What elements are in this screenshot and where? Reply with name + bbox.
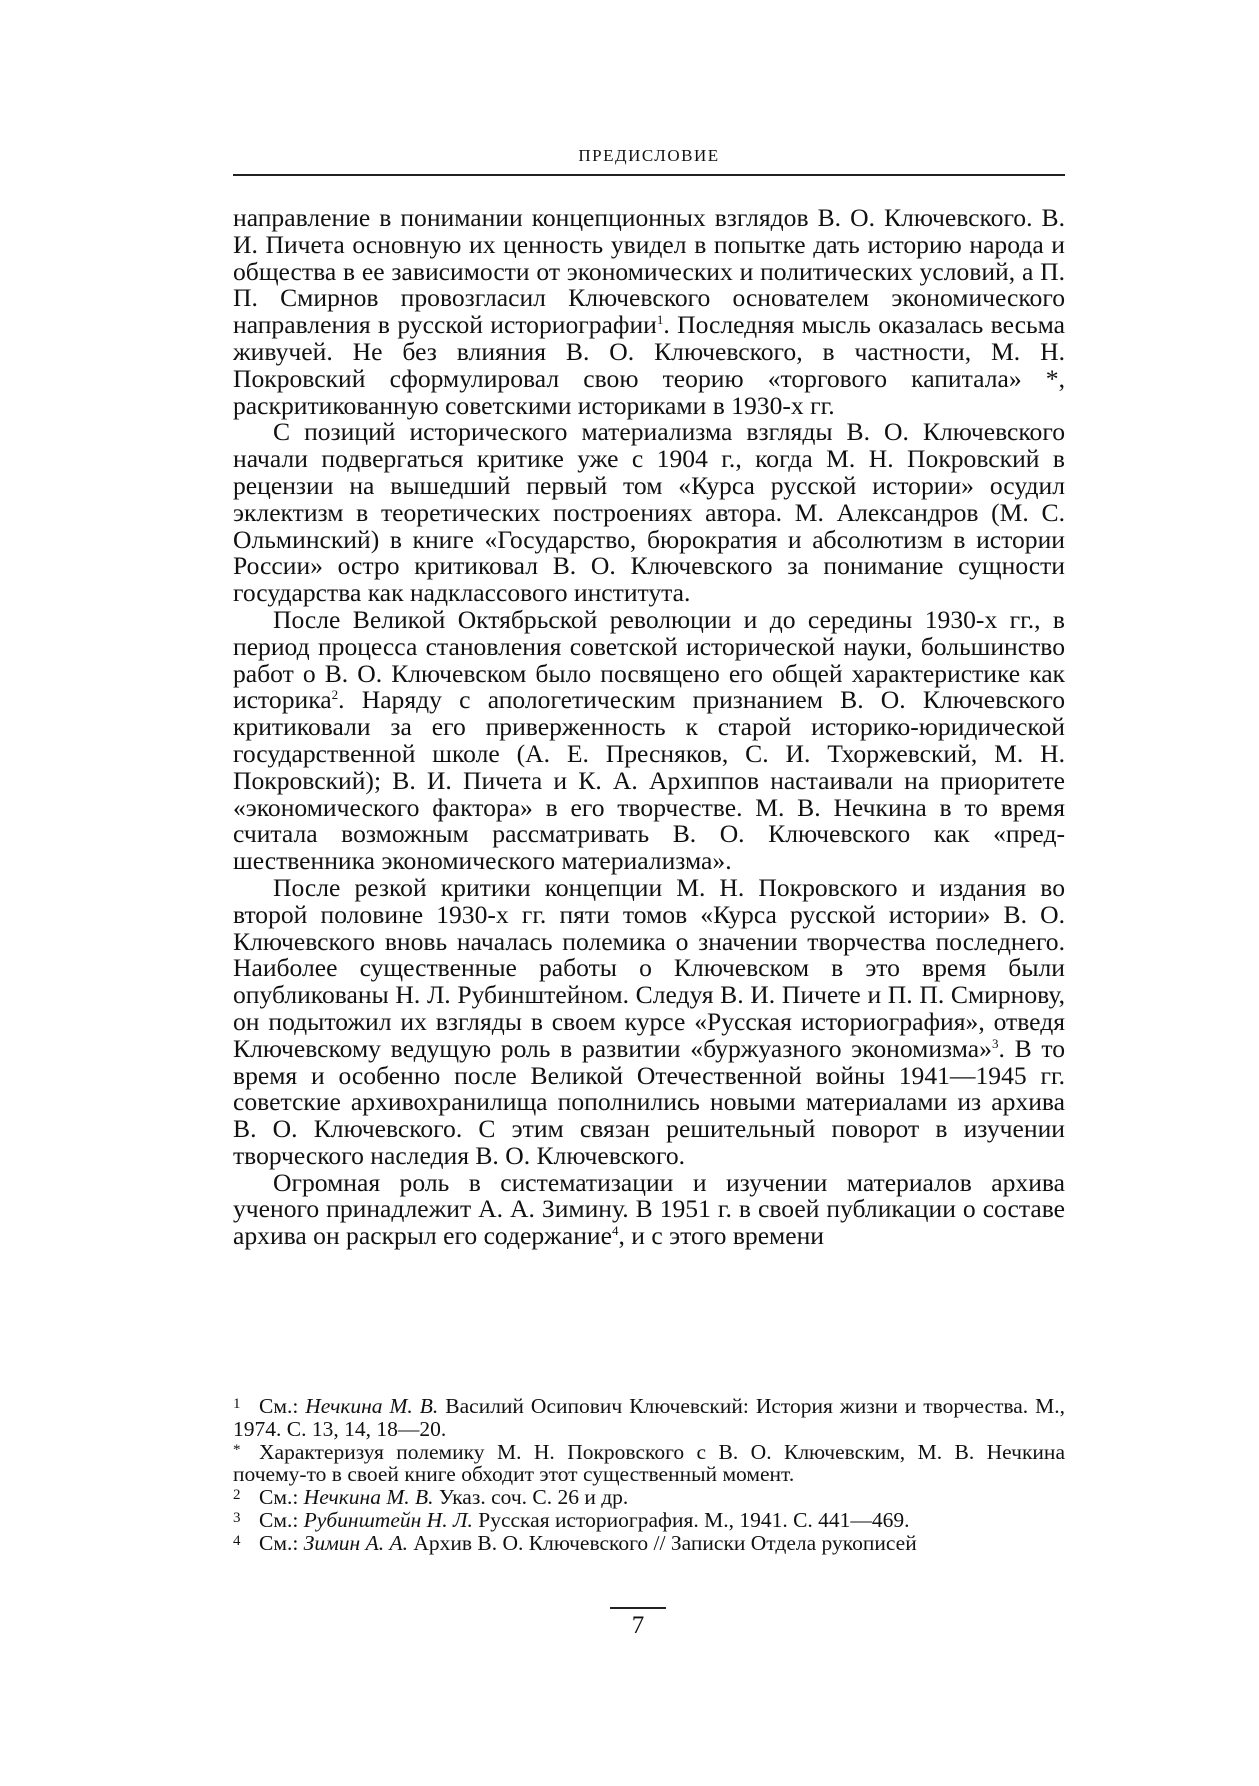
footnote-author: Нечкина М. В. (305, 1394, 439, 1418)
paragraph-1-text: направление в понимании концепционных взглядов В. О. Ключевского. В. И. Пичета основную их ценность увидел в попытке дать историю народа и общества в ее зависимости от экономических и политических условий, а П. П. Смирнов провозгласил Ключевского основателем экономического направления в русской историографии (233, 203, 1065, 340)
paragraph-4 (233, 872, 1066, 1170)
footnote-ref-3: 3 (991, 1035, 999, 1051)
footnote-1: 1 См.: Нечкина М. В. Василий Осипович Ключевский: История жизни и творчества. М., 1974. С. 13, 14, 18—20. (233, 1394, 1066, 1441)
footnotes (233, 1395, 1065, 1555)
footnote-prefix: См.: (259, 1485, 304, 1510)
paragraph-3-text-cont: . Наряду с апологетическим признанием В. О. Ключевского критиковали за его приверженность к старой историко-юридической государственной школе (А. Е. Пресняков, С. И. Тхоржевский, М. Н. Покровский); В. И. Пичета и К. А. Архиппов настаивали на приоритете «экономического фактора» в его творчестве. М. В. Нечкина в то время считала возможным рассматривать В. О. Ключевского как «предшественника экономического материализма». (233, 685, 1065, 876)
footnote-2: 2 См.: Нечкина М. В. Указ. соч. С. 26 и др. (233, 1485, 629, 1510)
paragraph-4-text-cont: . В то время и особенно после Великой Отечественной войны 1941—1945 гг. советские архивохранилища пополнились новыми материалами из архива В. О. Ключевского. С этим связан решительный поворот в изучении творческого наследия В. О. Ключевского. (233, 1033, 1066, 1170)
footnote-text: Василий Осипович Ключевский: История жизни и творчества. М., 1974. С. 13, 14, 18—20. (233, 1394, 1066, 1441)
paragraph-5-text: Огромная роль в систематизации и изучении материалов архива ученого принадлежит А. А. Зимину. В 1951 г. в своей публикации о составе архива он раскрыл его содержание (233, 1167, 1065, 1251)
footnote-prefix: См.: (259, 1507, 304, 1532)
main-text (233, 205, 1065, 1250)
paragraph-3-text: После Великой Октябрьской революции и до середины 1930-х гг., в период процесса становления советской исторической науки, большинство работ о В. О. Ключевском было посвящено его общей характеристике как историка (233, 604, 1065, 715)
footnote-prefix: См.: (259, 1530, 304, 1555)
header-rule (233, 174, 1065, 176)
footnote-text: Русская историография. М., 1941. С. 441—469. (472, 1507, 910, 1532)
footnote-ref-4: 4 (611, 1223, 619, 1239)
footnote-ref-2: 2 (331, 687, 339, 703)
footnote-author: Зимин А. А. (303, 1530, 408, 1555)
footnote-ref-1: 1 (656, 312, 664, 328)
footnote-3: 3 См.: Рубинштейн Н. Л. Русская историография. М., 1941. С. 441—469. (233, 1507, 910, 1532)
footnote-author: Нечкина М. В. (303, 1485, 434, 1510)
paragraph-4-text: После резкой критики концепции М. Н. Покровского и издания во второй половине 1930-х гг. пяти томов «Курса русской истории» В. О. Ключевского вновь началась полемика о значении творчества последнего. Наиболее существенные работы о Ключевском в это время были опубликованы Н. Л. Рубинштейном. Следуя В. И. Пичете и П. П. Смирнову, он подытожил их взгляды в своем курсе «Русская историография», отведя Ключевскому ведущую роль в развитии «буржуазного экономизма» (233, 872, 1065, 1063)
footnote-asterisk: * Характеризуя полемику М. Н. Покровского с В. О. Ключевским, М. В. Нечкина почему-то в своей книге обходит этот существенный момент. (233, 1439, 1065, 1487)
running-title: ПРЕДИСЛОВИЕ (578, 146, 720, 165)
paragraph-3 (233, 604, 1065, 876)
page-number: 7 (631, 1612, 645, 1639)
footnote-text: Указ. соч. С. 26 и др. (433, 1485, 629, 1510)
footnote-prefix: См.: (259, 1394, 306, 1418)
page-number-rule (610, 1607, 666, 1609)
paragraph-1-text-cont: . Последняя мысль оказалась весьма живучей. Не без влияния В. О. Ключевского, в частности, М. Н. Покровский сформулировал свою теорию «торгового капитала» *, раскритикованную советскими историками в 1930-х гг. (233, 310, 1065, 420)
paragraph-5 (233, 1167, 1065, 1251)
footnote-author: Рубинштейн Н. Л. (303, 1507, 473, 1532)
footnote-text: Архив В. О. Ключевского // Записки Отдела рукописей (407, 1530, 917, 1555)
paragraph-1 (233, 205, 1065, 419)
paragraph-5-text-cont: , и с этого времени (618, 1221, 825, 1251)
paragraph-2: С позиций исторического материализма взгляды В. О. Ключевского начали подвергаться критике уже с 1904 г., когда М. Н. Покровский в рецензии на вышедший первый том «Курса русской истории» осудил эклектизм в теоретических построениях автора. М. Александров (М. С. Ольминский) в книге «Государство, бюрократия и абсолютизм в истории России» остро критиковал В. О. Ключевского за понимание сущности государства как надклассового института. (233, 417, 1065, 608)
footnote-text: Характеризуя полемику М. Н. Покровского с В. О. Ключевским, М. В. Нечкина почему-то в своей книге обходит этот существенный момент. (233, 1439, 1065, 1487)
footnote-4: 4 См.: Зимин А. А. Архив В. О. Ключевского // Записки Отдела рукописей (233, 1530, 917, 1555)
